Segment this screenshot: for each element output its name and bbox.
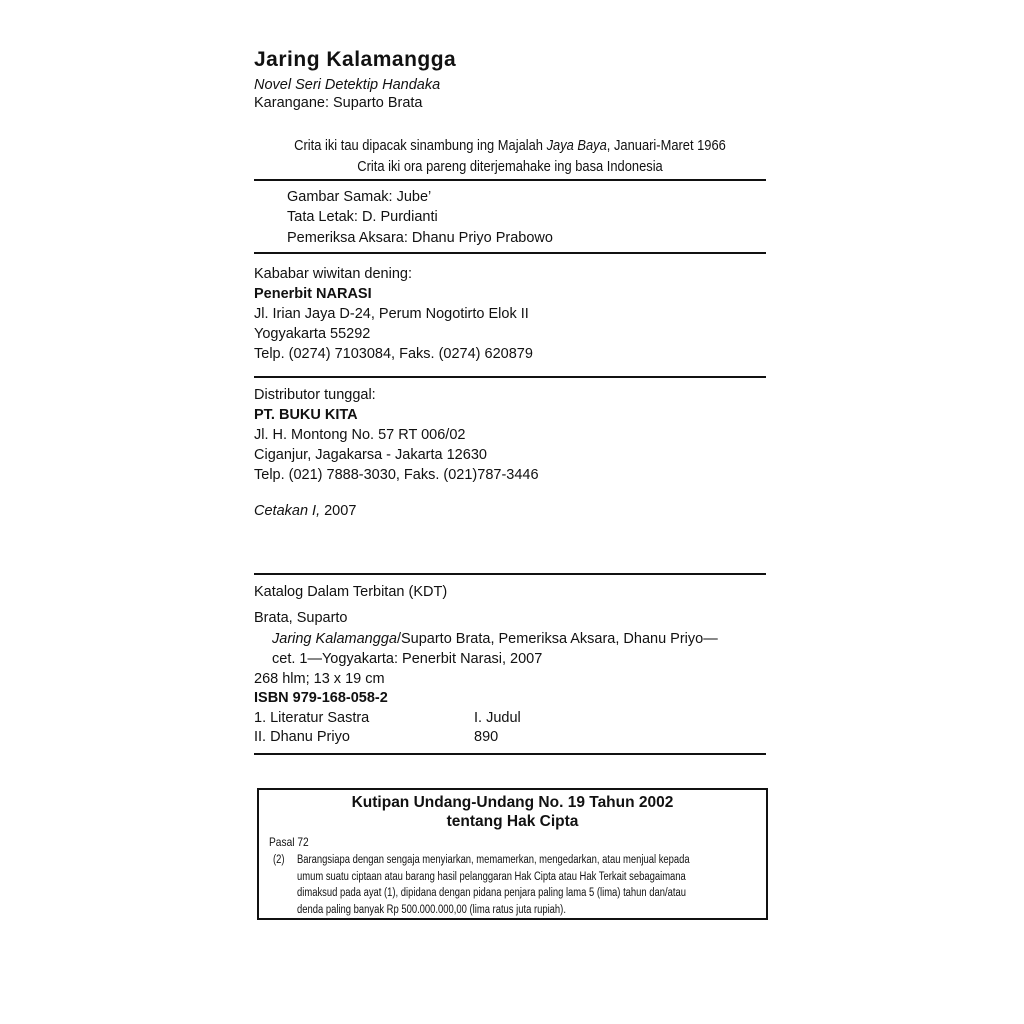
law-subtitle: tentang Hak Cipta: [446, 813, 579, 830]
divider: [254, 376, 766, 378]
divider: [254, 252, 766, 254]
catalog-title: Jaring Kalamangga: [272, 631, 397, 647]
law-clause-line: denda paling banyak Rp 500.000.000,00 (lima ratus juta rupiah).: [297, 903, 566, 916]
law-article: Pasal 72: [269, 835, 309, 849]
distributor-address-2: Ciganjur, Jagakarsa - Jakarta 12630: [254, 447, 487, 463]
credit-layout: Tata Letak: D. Purdianti: [287, 209, 438, 225]
credit-cover: Gambar Samak: Jube’: [287, 189, 432, 205]
catalog-title-line: [272, 629, 718, 649]
law-title: Kutipan Undang-Undang No. 19 Tahun 2002: [351, 794, 674, 811]
credit-proofreader: Pemeriksa Aksara: Dhanu Priyo Prabowo: [287, 230, 553, 246]
catalog-subject-right: 890: [474, 729, 499, 745]
publisher-name: Penerbit NARASI: [254, 286, 372, 302]
printing-edition: [254, 501, 356, 521]
serialization-note-text: Crita iki tau dipacak sinambung ing Majalah: [294, 137, 547, 154]
distributor-name: PT. BUKU KITA: [254, 407, 358, 423]
book-subtitle: Novel Seri Detektip Handaka: [254, 77, 441, 93]
translation-note: Crita iki ora pareng diterjemahake ing basa Indonesia: [357, 158, 663, 175]
catalog-subject-left: II. Dhanu Priyo: [254, 729, 350, 745]
distributor-address-1: Jl. H. Montong No. 57 RT 006/02: [254, 427, 466, 443]
catalog-subject-left: 1. Literatur Sastra: [254, 710, 370, 726]
law-clause-line: dimaksud pada ayat (1), dipidana dengan pidana penjara paling lama 5 (lima) tahun dan/atau: [297, 887, 687, 899]
publisher-address-2: Yogyakarta 55292: [254, 326, 371, 342]
catalog-author: Brata, Suparto: [254, 610, 348, 626]
divider: [254, 753, 766, 755]
publisher-address-1: Jl. Irian Jaya D-24, Perum Nogotirto Elok II: [254, 306, 529, 322]
book-author: Karangane: Suparto Brata: [254, 95, 423, 111]
catalog-physical: 268 hlm; 13 x 19 cm: [254, 671, 385, 687]
printing-label: Cetakan I,: [254, 503, 321, 519]
catalog-heading: Katalog Dalam Terbitan (KDT): [254, 584, 448, 600]
catalog-isbn: ISBN 979-168-058-2: [254, 690, 388, 706]
book-title: Jaring Kalamangga: [254, 48, 457, 71]
distributor-phone: Telp. (021) 7888-3030, Faks. (021)787-3446: [254, 467, 539, 483]
serialization-note: [290, 136, 730, 156]
law-clause-line: Barangsiapa dengan sengaja menyiarkan, memamerkan, mengedarkan, atau menjual kepada: [297, 854, 690, 866]
copyright-law-box: [257, 788, 768, 920]
publisher-phone: Telp. (0274) 7103084, Faks. (0274) 620879: [254, 346, 533, 362]
law-clause-number: (2): [273, 854, 285, 866]
serialization-date: , Januari-Maret 1966: [606, 137, 726, 154]
publisher-label: Kababar wiwitan dening:: [254, 266, 412, 282]
catalog-edition: cet. 1—Yogyakarta: Penerbit Narasi, 2007: [272, 651, 543, 667]
law-clause-line: umum suatu ciptaan atau barang hasil pelanggaran Hak Cipta atau Hak Terkait sebagaimana: [297, 870, 686, 883]
catalog-subject-right: I. Judul: [474, 710, 521, 726]
law-clause-text: [297, 852, 756, 918]
magazine-name: Jaya Baya: [546, 137, 607, 154]
divider: [254, 179, 766, 181]
distributor-label: Distributor tunggal:: [254, 387, 376, 403]
printing-year: 2007: [320, 503, 357, 519]
divider: [254, 573, 766, 575]
catalog-title-statement: /Suparto Brata, Pemeriksa Aksara, Dhanu Priyo—: [396, 631, 718, 647]
